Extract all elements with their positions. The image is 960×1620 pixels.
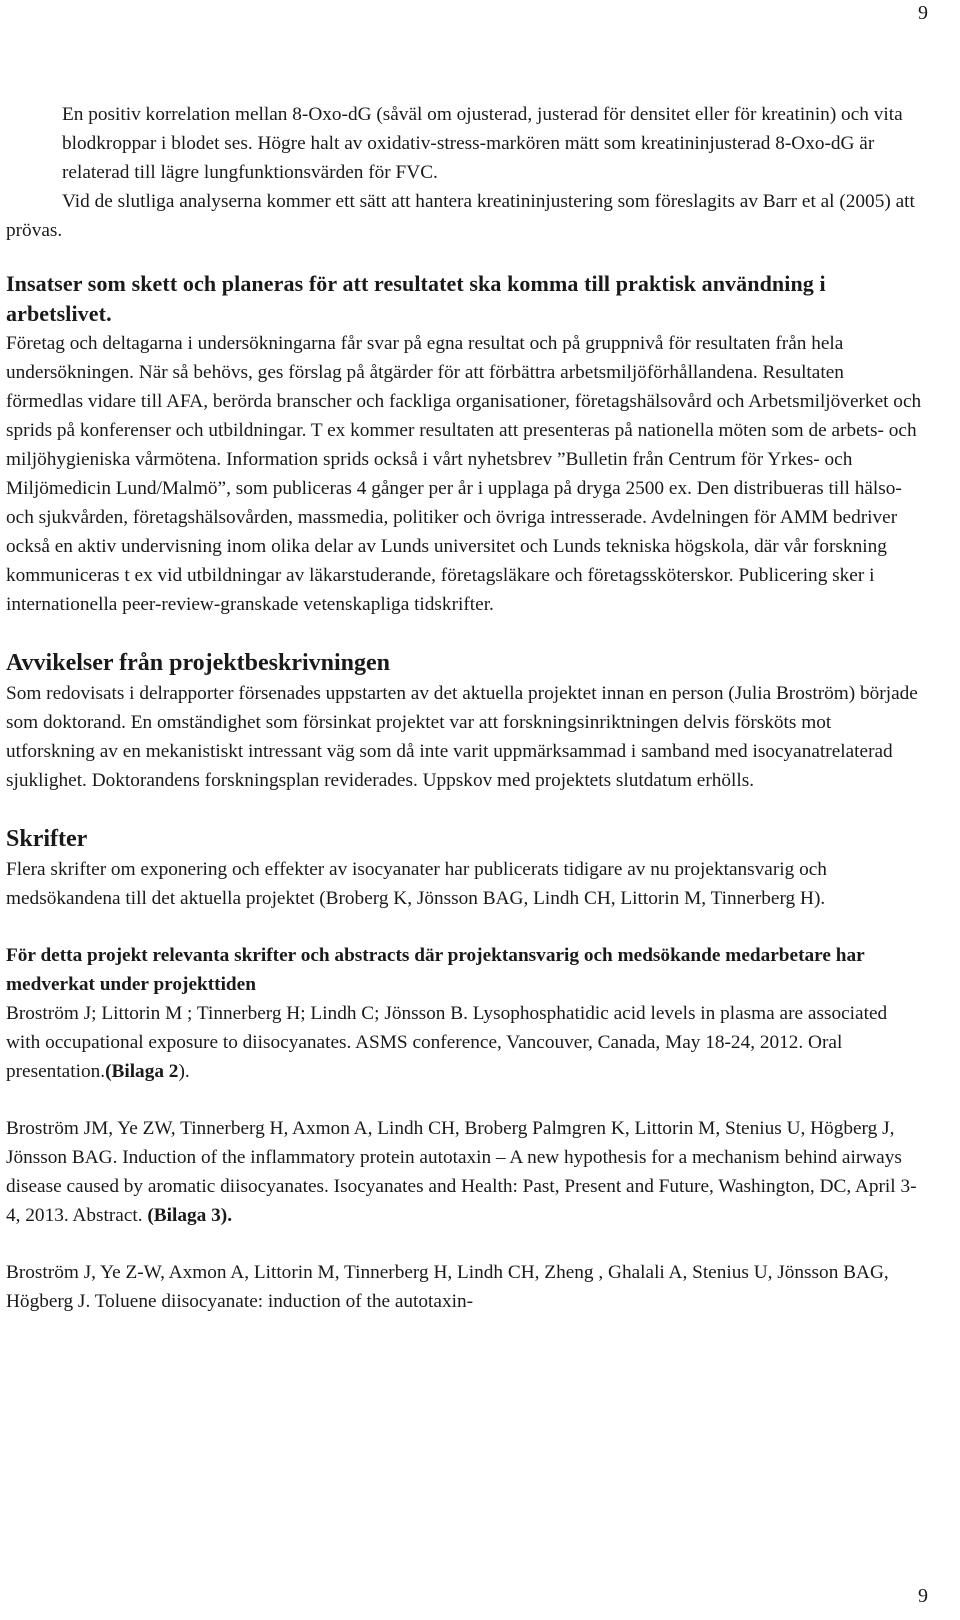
reference-text: Broström JM, Ye ZW, Tinnerberg H, Axmon A, Lindh CH, Broberg Palmgren K, Littorin M, Stenius U, Högberg J, Jönsson BAG. Induction of the inflammatory protein autotaxin – A new hypothesis for a mechanism behind airways disease caused by aromatic diisocyanates. Isocyanates and Health: Past, Present and Future, Washington, DC, April 3-4, 2013. Abstract. [6, 1118, 917, 1226]
section-heading-relevanta: För detta projekt relevanta skrifter och abstracts där projektansvarig och medsökande medarbetare har medverkat under projekttiden [6, 945, 865, 995]
reference-tail: ). [178, 1061, 190, 1082]
page-number-top: 9 [918, 2, 928, 24]
section-heading-skrifter: Skrifter [6, 826, 88, 852]
reference-text: Broström J, Ye Z-W, Axmon A, Littorin M, Tinnerberg H, Lindh CH, Zheng , Ghalali A, Stenius U, Jönsson BAG, Högberg J. Toluene diisocyanate: induction of the autotaxin- [6, 1262, 889, 1312]
reference-item [6, 1258, 924, 1316]
reference-bilaga: (Bilaga 3). [147, 1205, 233, 1226]
section-heading-insatser: Insatser som skett och planeras för att resultatet ska komma till praktisk användning i arbetslivet. [6, 271, 826, 326]
document-body [6, 100, 924, 1316]
reference-text: Broström J; Littorin M ; Tinnerberg H; Lindh C; Jönsson B. Lysophosphatidic acid levels in plasma are associated with occupational exposure to diisocyanates. ASMS conference, Vancouver, Canada, May 18-24, 2012. Oral presentation. [6, 1003, 888, 1082]
section-body-avvikelser: Som redovisats i delrapporter försenades uppstarten av det aktuella projektet innan en person (Julia Broström) började som doktorand. En omständighet som försinkat projektet var att forskningsinriktningen delvis försköts mot utforskning av en mekanistiskt intressant väg som då inte varit uppmärksammad i samband med isocyanatrelaterad sjuklighet. Doktorandens forskningsplan reviderades. Uppskov med projektets slutdatum erhölls. [6, 683, 918, 791]
section-heading-avvikelser: Avvikelser från projektbeskrivningen [6, 650, 391, 676]
intro-paragraph-2: Vid de slutliga analyserna kommer ett sätt att hantera kreatininjustering som föreslagits av Barr et al (2005) att prövas. [6, 191, 915, 241]
reference-item [6, 999, 924, 1086]
section-body-insatser: Företag och deltagarna i undersökningarna får svar på egna resultat och på gruppnivå för resultaten från hela undersökningen. När så behövs, ges förslag på åtgärder för att förbättra arbetsmiljöförhållandena. Resultaten förmedlas vidare till AFA, berörda branscher och fackliga organisationer, företagshälsovård och Arbetsmiljöverket och sprids på konferenser och utbildningar. T ex kommer resultaten att presenteras på nationella möten som de arbets- och miljöhygieniska vårmötena. Information sprids också i vårt nyhetsbrev ”Bulletin från Centrum för Yrkes- och Miljömedicin Lund/Malmö”, som publiceras 4 gånger per år i upplaga på dryga 2500 ex. Den distribueras till hälso- och sjukvården, företagshälsovården, massmedia, politiker och övriga intresserade. Avdelningen för AMM bedriver också en aktiv undervisning inom olika delar av Lunds universitet och Lunds tekniska högskola, där vår forskning kommuniceras t ex vid utbildningar av läkarstuderande, företagsläkare och företagssköterskor. Publicering sker i internationella peer-review-granskade vetenskapliga tidskrifter. [6, 333, 922, 615]
section-body-skrifter: Flera skrifter om exponering och effekter av isocyanater har publicerats tidigare av nu projektansvarig och medsökandena till det aktuella projektet (Broberg K, Jönsson BAG, Lindh CH, Littorin M, Tinnerberg H). [6, 859, 827, 909]
reference-item [6, 1114, 924, 1230]
reference-bilaga: (Bilaga 2 [105, 1061, 179, 1082]
intro-paragraph-1: En positiv korrelation mellan 8-Oxo-dG (såväl om ojusterad, justerad för densitet eller för kreatinin) och vita blodkroppar i blodet ses. Högre halt av oxidativ-stress-markören mätt som kreatininjusterad 8-Oxo-dG är relaterad till lägre lungfunktionsvärden för FVC. [62, 104, 903, 183]
page-number-bottom: 9 [918, 1585, 928, 1607]
